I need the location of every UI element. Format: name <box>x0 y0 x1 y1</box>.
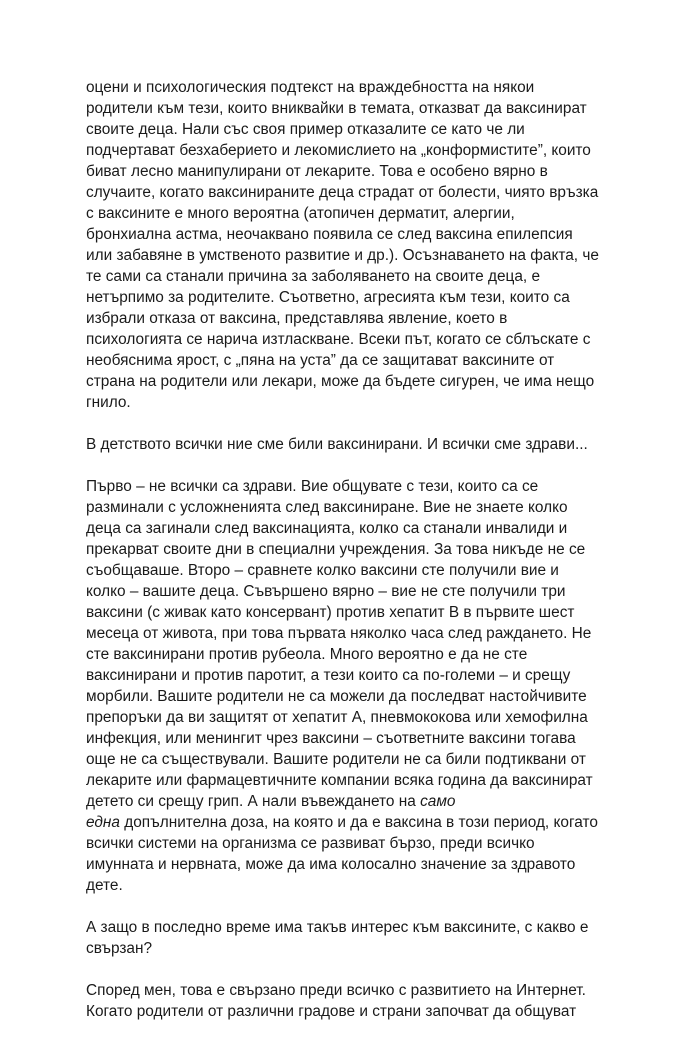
text-line: разминали с усложненията след ваксиниране. Вие не знаете колко <box>86 499 568 516</box>
paragraph-1 <box>86 77 626 413</box>
text-line: психологията се нарича изтласкване. Всеки път, когато се сблъскате с <box>86 331 591 348</box>
text-line: колко – вашите деца. Съвършено вярно – вие не сте получили три <box>86 583 566 600</box>
text-line: бронхиална астма, неочаквано появила се след ваксина епилепсия <box>86 226 573 243</box>
paragraph-3 <box>86 476 626 896</box>
text-line: необяснима ярост, с „пяна на уста” да се защитават ваксините от <box>86 352 555 369</box>
italic-emphasis: една <box>86 814 120 831</box>
text-line: родители към тези, които вниквайки в темата, отказват да ваксинират <box>86 100 587 117</box>
paragraph-5 <box>86 980 626 1022</box>
text-line: гнило. <box>86 394 131 411</box>
text-line: или забавяне в умственото развитие и др.). Осъзнаването на факта, че <box>86 247 599 264</box>
paragraph-2 <box>86 434 626 455</box>
text-line: те сами са станали причина за заболяването на своите деца, е <box>86 268 541 285</box>
text-line: страна на родители или лекари, може да бъдете сигурен, че има нещо <box>86 373 595 390</box>
text-line: ваксинирани и против паротит, а тези които са по-големи – и срещу <box>86 667 571 684</box>
text-line: своите деца. Нали със своя пример отказалите се като че ли <box>86 121 525 138</box>
text-fragment: детето си срещу грип. А нали въвеждането на <box>86 793 416 810</box>
text-line <box>86 812 626 833</box>
paragraph-4 <box>86 917 626 959</box>
text-line: Според мен, това е свързано преди всичко с развитието на Интернет. <box>86 982 586 999</box>
text-line: инфекция, или менингит чрез ваксини – съответните ваксини тогава <box>86 730 576 747</box>
text-line: случаите, когато ваксинираните деца страдат от болести, чиято връзка <box>86 184 599 201</box>
text-line: съобщаваше. Второ – сравнете колко ваксини сте получили вие и <box>86 562 559 579</box>
text-line: деца са загинали след ваксинацията, колко са станали инвалиди и <box>86 520 568 537</box>
text-line: имунната и нервната, може да има колосално значение за здравото <box>86 856 576 873</box>
text-line: с ваксините е много вероятна (атопичен дерматит, алергии, <box>86 205 515 222</box>
text-line: сте ваксинирани против рубеола. Много вероятно е да не сте <box>86 646 528 663</box>
text-line: месеца от живота, при това първата няколко часа след раждането. Не <box>86 625 592 642</box>
text-line: Когато родители от различни градове и страни започват да общуват <box>86 1003 577 1020</box>
text-line: лекарите или фармацевтичните компании всяка година да ваксинират <box>86 772 593 789</box>
text-line: дете. <box>86 877 123 894</box>
text-line: оцени и психологическия подтекст на враждебността на някои <box>86 79 535 96</box>
text-line: свързан? <box>86 940 153 957</box>
text-fragment: допълнителна доза, на която и да е ваксина в този период, когато <box>124 814 598 831</box>
text-line: биват лесно манипулирани от лекарите. Това е особено вярно в <box>86 163 548 180</box>
text-line: нетърпимо за родителите. Съответно, агресията към тези, които са <box>86 289 570 306</box>
text-line: прекарват своите дни в специални учреждения. За това никъде не се <box>86 541 586 558</box>
text-line: всички системи на организма се развиват бързо, преди всичко <box>86 835 535 852</box>
text-line: Първо – не всички са здрави. Вие общувате с тези, които са се <box>86 478 539 495</box>
text-line: В детството всички ние сме били ваксинирани. И всички сме здрави... <box>86 436 588 453</box>
text-line: избрали отказа от ваксина, представлява явление, което в <box>86 310 508 327</box>
text-line: още не са съществували. Вашите родители не са били подтиквани от <box>86 751 586 768</box>
italic-emphasis: само <box>420 793 456 810</box>
document-body <box>86 77 626 1043</box>
text-line: препоръки да ви защитят от хепатит А, пневмококова или хемофилна <box>86 709 588 726</box>
text-line: А защо в последно време има такъв интерес към ваксините, с какво е <box>86 919 589 936</box>
text-line: морбили. Вашите родители не са можели да последват настойчивите <box>86 688 587 705</box>
text-line: ваксини (с живак като консервант) против хепатит В в първите шест <box>86 604 575 621</box>
text-line: подчертават безхаберието и лекомислието на „конформистите”, които <box>86 142 591 159</box>
text-line <box>86 791 626 812</box>
